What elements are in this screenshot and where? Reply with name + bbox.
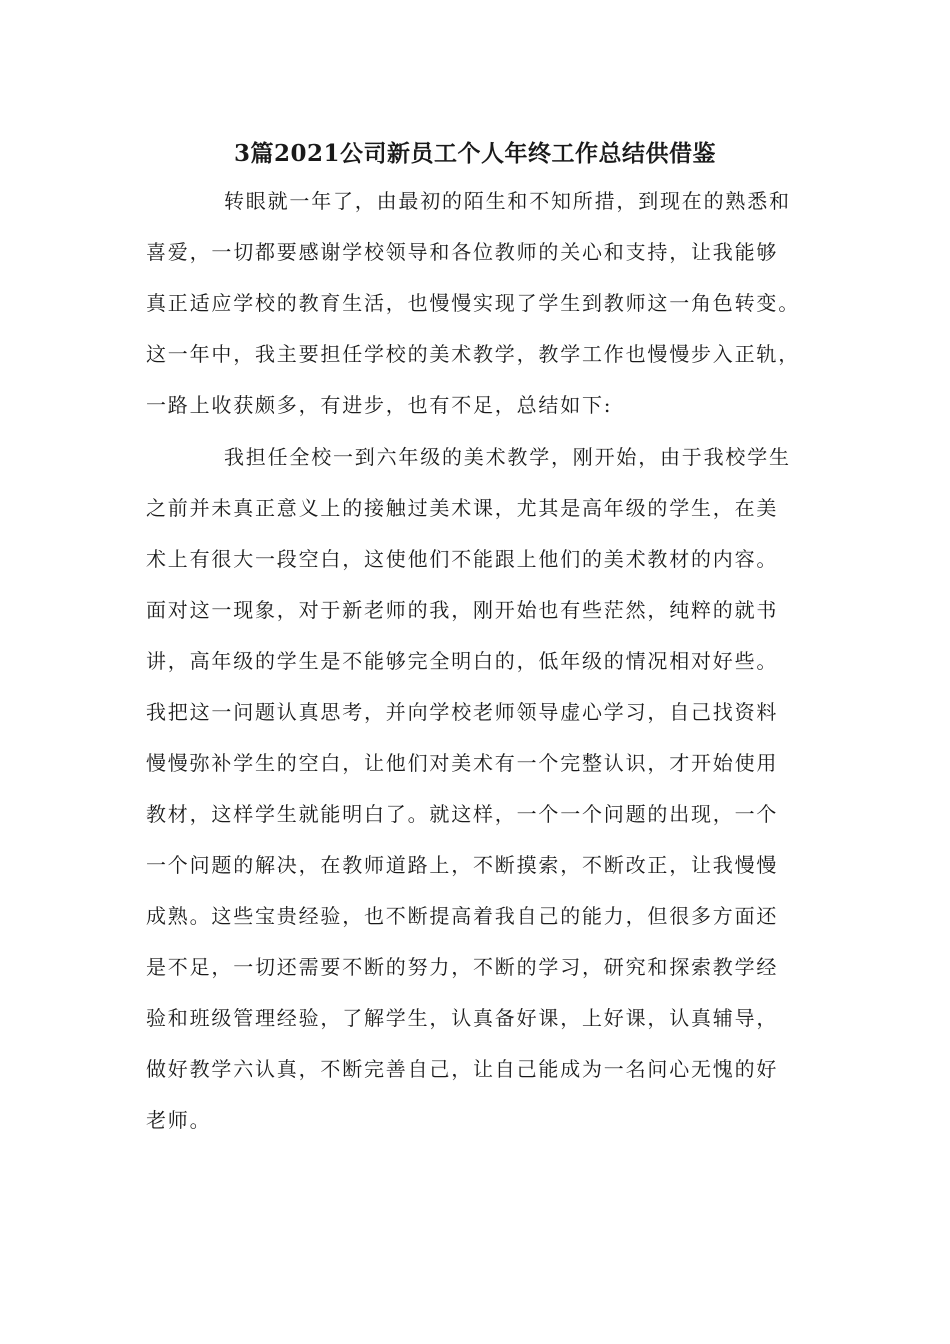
paragraph-line: 讲，高年级的学生是不能够完全明白的，低年级的情况相对好些。	[146, 649, 779, 673]
paragraph-line: 慢慢弥补学生的空白，让他们对美术有一个完整认识，才开始使用	[146, 751, 779, 775]
paragraph-2	[146, 432, 806, 1146]
paragraph-line: 一个问题的解决，在教师道路上，不断摸索，不断改正，让我慢慢	[146, 853, 779, 877]
paragraph-line: 转眼就一年了，由最初的陌生和不知所措，到现在的熟悉和	[224, 189, 791, 213]
paragraph-line: 我把这一问题认真思考，并向学校老师领导虚心学习，自己找资料	[146, 700, 779, 724]
paragraph-line: 这一年中，我主要担任学校的美术教学，教学工作也慢慢步入正轨，	[146, 342, 800, 366]
paragraph-line: 一路上收获颇多，有进步，也有不足，总结如下:	[146, 393, 613, 417]
paragraph-line: 老师。	[146, 1108, 212, 1132]
paragraph-line: 之前并未真正意义上的接触过美术课，尤其是高年级的学生，在美	[146, 496, 779, 520]
paragraph-line: 是不足，一切还需要不断的努力，不断的学习，研究和探索教学经	[146, 955, 779, 979]
paragraph-line: 术上有很大一段空白，这使他们不能跟上他们的美术教材的内容。	[146, 547, 779, 571]
paragraph-line: 验和班级管理经验，了解学生，认真备好课，上好课，认真辅导，	[146, 1006, 779, 1030]
paragraph-line: 教材，这样学生就能明白了。就这样，一个一个问题的出现，一个	[146, 802, 779, 826]
paragraph-line: 成熟。这些宝贵经验，也不断提高着我自己的能力，但很多方面还	[146, 904, 779, 928]
paragraph-line: 喜爱，一切都要感谢学校领导和各位教师的关心和支持，让我能够	[146, 240, 779, 264]
paragraph-line: 做好教学六认真，不断完善自己，让自己能成为一名问心无愧的好	[146, 1057, 779, 1081]
paragraph-line: 面对这一现象，对于新老师的我，刚开始也有些茫然，纯粹的就书	[146, 598, 779, 622]
document-title: 3篇2021公司新员工个人年终工作总结供借鉴	[233, 140, 717, 167]
paragraph-line: 真正适应学校的教育生活，也慢慢实现了学生到教师这一角色转变。	[146, 291, 800, 315]
paragraph-line: 我担任全校一到六年级的美术教学，刚开始，由于我校学生	[224, 445, 791, 469]
paragraph-1	[146, 176, 806, 431]
